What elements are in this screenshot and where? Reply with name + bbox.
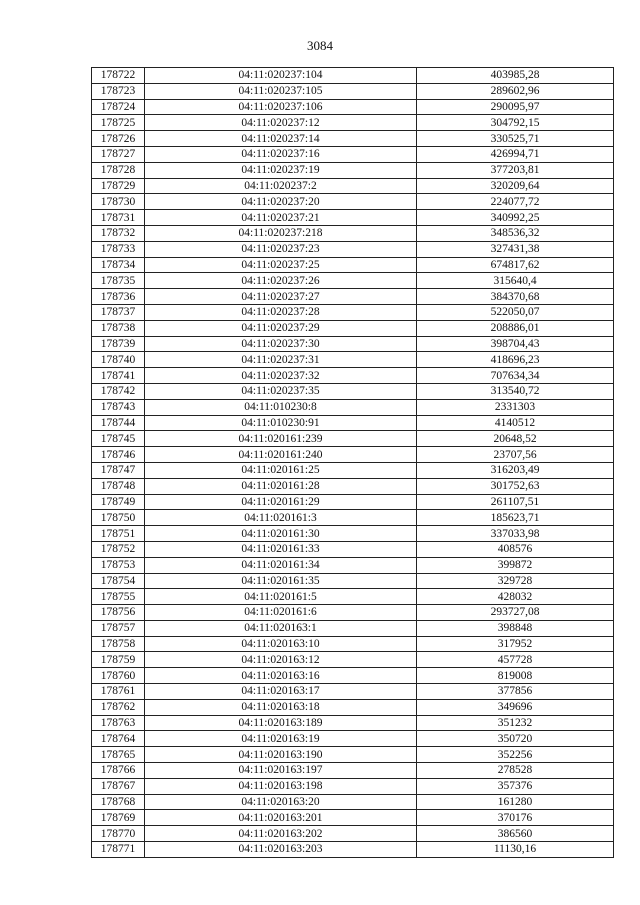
row-number-cell: 178753 — [92, 557, 145, 573]
row-number-cell: 178746 — [92, 447, 145, 463]
table-row — [92, 526, 614, 542]
cadastral-number-cell: 04:11:020161:5 — [145, 589, 417, 605]
table-row — [92, 778, 614, 794]
table-row — [92, 684, 614, 700]
cadastral-value-cell: 351232 — [417, 715, 614, 731]
cadastral-value-cell: 289602,96 — [417, 83, 614, 99]
cadastral-value-cell: 2331303 — [417, 399, 614, 415]
row-number-cell: 178758 — [92, 636, 145, 652]
cadastral-number-cell: 04:11:020163:10 — [145, 636, 417, 652]
table-row — [92, 636, 614, 652]
cadastral-number-cell: 04:11:020163:198 — [145, 778, 417, 794]
cadastral-number-cell: 04:11:020161:3 — [145, 510, 417, 526]
cadastral-value-cell: 301752,63 — [417, 478, 614, 494]
table-body — [92, 68, 614, 858]
cadastral-number-cell: 04:11:020237:105 — [145, 83, 417, 99]
cadastral-value-table — [91, 67, 614, 858]
cadastral-number-cell: 04:11:020161:35 — [145, 573, 417, 589]
cadastral-number-cell: 04:11:020163:203 — [145, 842, 417, 858]
table-row — [92, 320, 614, 336]
cadastral-number-cell: 04:11:020237:16 — [145, 146, 417, 162]
cadastral-value-cell: 398704,43 — [417, 336, 614, 352]
row-number-cell: 178737 — [92, 304, 145, 320]
cadastral-value-cell: 20648,52 — [417, 431, 614, 447]
table-row — [92, 605, 614, 621]
row-number-cell: 178728 — [92, 162, 145, 178]
row-number-cell: 178738 — [92, 320, 145, 336]
table-row — [92, 494, 614, 510]
cadastral-value-cell: 261107,51 — [417, 494, 614, 510]
cadastral-value-cell: 403985,28 — [417, 68, 614, 84]
cadastral-number-cell: 04:11:020161:28 — [145, 478, 417, 494]
cadastral-value-cell: 4140512 — [417, 415, 614, 431]
cadastral-number-cell: 04:11:020237:2 — [145, 178, 417, 194]
cadastral-number-cell: 04:11:020163:197 — [145, 763, 417, 779]
row-number-cell: 178759 — [92, 652, 145, 668]
row-number-cell: 178752 — [92, 541, 145, 557]
row-number-cell: 178766 — [92, 763, 145, 779]
cadastral-number-cell: 04:11:020237:104 — [145, 68, 417, 84]
cadastral-value-cell: 418696,23 — [417, 352, 614, 368]
table-row — [92, 289, 614, 305]
table-row — [92, 368, 614, 384]
cadastral-value-cell: 408576 — [417, 541, 614, 557]
cadastral-number-cell: 04:11:020163:190 — [145, 747, 417, 763]
row-number-cell: 178733 — [92, 241, 145, 257]
table-row — [92, 668, 614, 684]
cadastral-number-cell: 04:11:020161:33 — [145, 541, 417, 557]
table-row — [92, 763, 614, 779]
cadastral-value-cell: 278528 — [417, 763, 614, 779]
cadastral-number-cell: 04:11:020237:12 — [145, 115, 417, 131]
cadastral-value-cell: 340992,25 — [417, 210, 614, 226]
row-number-cell: 178749 — [92, 494, 145, 510]
row-number-cell: 178768 — [92, 794, 145, 810]
table-row — [92, 431, 614, 447]
cadastral-value-cell: 386560 — [417, 826, 614, 842]
cadastral-value-cell: 384370,68 — [417, 289, 614, 305]
row-number-cell: 178755 — [92, 589, 145, 605]
page-number: 3084 — [307, 38, 333, 53]
table-row — [92, 620, 614, 636]
cadastral-number-cell: 04:11:020237:106 — [145, 99, 417, 115]
cadastral-value-cell: 330525,71 — [417, 131, 614, 147]
table-row — [92, 557, 614, 573]
cadastral-value-cell: 428032 — [417, 589, 614, 605]
cadastral-number-cell: 04:11:010230:8 — [145, 399, 417, 415]
cadastral-value-cell: 337033,98 — [417, 526, 614, 542]
table-row — [92, 447, 614, 463]
cadastral-value-cell: 349696 — [417, 699, 614, 715]
table-row — [92, 715, 614, 731]
row-number-cell: 178756 — [92, 605, 145, 621]
row-number-cell: 178725 — [92, 115, 145, 131]
table-row — [92, 241, 614, 257]
row-number-cell: 178743 — [92, 399, 145, 415]
table-row — [92, 826, 614, 842]
cadastral-number-cell: 04:11:020163:189 — [145, 715, 417, 731]
cadastral-value-cell: 348536,32 — [417, 225, 614, 241]
cadastral-number-cell: 04:11:020161:6 — [145, 605, 417, 621]
cadastral-number-cell: 04:11:020237:20 — [145, 194, 417, 210]
table-row — [92, 747, 614, 763]
cadastral-value-cell: 522050,07 — [417, 304, 614, 320]
row-number-cell: 178739 — [92, 336, 145, 352]
row-number-cell: 178732 — [92, 225, 145, 241]
table-row — [92, 699, 614, 715]
cadastral-number-cell: 04:11:020163:18 — [145, 699, 417, 715]
cadastral-value-cell: 290095,97 — [417, 99, 614, 115]
table-row — [92, 842, 614, 858]
cadastral-value-cell: 304792,15 — [417, 115, 614, 131]
table-row — [92, 225, 614, 241]
cadastral-number-cell: 04:11:020161:30 — [145, 526, 417, 542]
cadastral-value-cell: 357376 — [417, 778, 614, 794]
cadastral-value-cell: 377203,81 — [417, 162, 614, 178]
cadastral-number-cell: 04:11:020161:239 — [145, 431, 417, 447]
row-number-cell: 178750 — [92, 510, 145, 526]
row-number-cell: 178734 — [92, 257, 145, 273]
cadastral-value-cell: 224077,72 — [417, 194, 614, 210]
cadastral-value-cell: 313540,72 — [417, 383, 614, 399]
table-row — [92, 573, 614, 589]
row-number-cell: 178769 — [92, 810, 145, 826]
cadastral-number-cell: 04:11:020161:34 — [145, 557, 417, 573]
row-number-cell: 178765 — [92, 747, 145, 763]
row-number-cell: 178771 — [92, 842, 145, 858]
cadastral-value-cell: 329728 — [417, 573, 614, 589]
table-row — [92, 257, 614, 273]
row-number-cell: 178723 — [92, 83, 145, 99]
row-number-cell: 178722 — [92, 68, 145, 84]
table-row — [92, 510, 614, 526]
cadastral-value-cell: 707634,34 — [417, 368, 614, 384]
cadastral-number-cell: 04:11:020237:19 — [145, 162, 417, 178]
cadastral-value-cell: 316203,49 — [417, 462, 614, 478]
table-row — [92, 210, 614, 226]
table-row — [92, 462, 614, 478]
table-row — [92, 478, 614, 494]
cadastral-value-cell: 11130,16 — [417, 842, 614, 858]
cadastral-number-cell: 04:11:020163:16 — [145, 668, 417, 684]
table-row — [92, 810, 614, 826]
table-row — [92, 352, 614, 368]
row-number-cell: 178762 — [92, 699, 145, 715]
row-number-cell: 178731 — [92, 210, 145, 226]
table-row — [92, 146, 614, 162]
table-row — [92, 273, 614, 289]
cadastral-number-cell: 04:11:020237:218 — [145, 225, 417, 241]
cadastral-value-cell: 674817,62 — [417, 257, 614, 273]
cadastral-number-cell: 04:11:020237:30 — [145, 336, 417, 352]
cadastral-value-cell: 320209,64 — [417, 178, 614, 194]
cadastral-number-cell: 04:11:020237:21 — [145, 210, 417, 226]
cadastral-number-cell: 04:11:020237:23 — [145, 241, 417, 257]
cadastral-number-cell: 04:11:020161:240 — [145, 447, 417, 463]
cadastral-value-cell: 185623,71 — [417, 510, 614, 526]
cadastral-value-cell: 370176 — [417, 810, 614, 826]
cadastral-value-cell: 208886,01 — [417, 320, 614, 336]
table-row — [92, 794, 614, 810]
cadastral-number-cell: 04:11:020163:1 — [145, 620, 417, 636]
table-row — [92, 415, 614, 431]
table-row — [92, 383, 614, 399]
cadastral-value-cell: 327431,38 — [417, 241, 614, 257]
cadastral-value-cell: 23707,56 — [417, 447, 614, 463]
cadastral-value-cell: 350720 — [417, 731, 614, 747]
cadastral-number-cell: 04:11:020237:29 — [145, 320, 417, 336]
table-row — [92, 115, 614, 131]
table-row — [92, 68, 614, 84]
cadastral-number-cell: 04:11:020163:20 — [145, 794, 417, 810]
row-number-cell: 178730 — [92, 194, 145, 210]
cadastral-value-cell: 377856 — [417, 684, 614, 700]
cadastral-number-cell: 04:11:020237:31 — [145, 352, 417, 368]
cadastral-number-cell: 04:11:020161:29 — [145, 494, 417, 510]
row-number-cell: 178764 — [92, 731, 145, 747]
cadastral-value-cell: 819008 — [417, 668, 614, 684]
table-row — [92, 589, 614, 605]
table-row — [92, 304, 614, 320]
cadastral-number-cell: 04:11:020237:25 — [145, 257, 417, 273]
cadastral-value-cell: 317952 — [417, 636, 614, 652]
row-number-cell: 178744 — [92, 415, 145, 431]
cadastral-value-cell: 398848 — [417, 620, 614, 636]
cadastral-number-cell: 04:11:020237:32 — [145, 368, 417, 384]
cadastral-number-cell: 04:11:020163:202 — [145, 826, 417, 842]
table-row — [92, 652, 614, 668]
cadastral-value-cell: 457728 — [417, 652, 614, 668]
cadastral-number-cell: 04:11:020237:28 — [145, 304, 417, 320]
table-row — [92, 99, 614, 115]
row-number-cell: 178726 — [92, 131, 145, 147]
row-number-cell: 178760 — [92, 668, 145, 684]
row-number-cell: 178748 — [92, 478, 145, 494]
row-number-cell: 178757 — [92, 620, 145, 636]
table-row — [92, 178, 614, 194]
cadastral-number-cell: 04:11:020237:14 — [145, 131, 417, 147]
row-number-cell: 178736 — [92, 289, 145, 305]
cadastral-number-cell: 04:11:020237:26 — [145, 273, 417, 289]
cadastral-number-cell: 04:11:020237:35 — [145, 383, 417, 399]
table-row — [92, 194, 614, 210]
row-number-cell: 178740 — [92, 352, 145, 368]
row-number-cell: 178724 — [92, 99, 145, 115]
cadastral-number-cell: 04:11:020163:201 — [145, 810, 417, 826]
row-number-cell: 178727 — [92, 146, 145, 162]
row-number-cell: 178763 — [92, 715, 145, 731]
row-number-cell: 178770 — [92, 826, 145, 842]
table-row — [92, 131, 614, 147]
table-row — [92, 83, 614, 99]
row-number-cell: 178742 — [92, 383, 145, 399]
cadastral-number-cell: 04:11:020163:19 — [145, 731, 417, 747]
cadastral-number-cell: 04:11:020237:27 — [145, 289, 417, 305]
cadastral-value-cell: 399872 — [417, 557, 614, 573]
table-row — [92, 399, 614, 415]
table-row — [92, 731, 614, 747]
row-number-cell: 178745 — [92, 431, 145, 447]
row-number-cell: 178741 — [92, 368, 145, 384]
table-row — [92, 336, 614, 352]
cadastral-number-cell: 04:11:020161:25 — [145, 462, 417, 478]
row-number-cell: 178729 — [92, 178, 145, 194]
table-row — [92, 162, 614, 178]
row-number-cell: 178754 — [92, 573, 145, 589]
cadastral-value-cell: 161280 — [417, 794, 614, 810]
row-number-cell: 178747 — [92, 462, 145, 478]
cadastral-number-cell: 04:11:020163:17 — [145, 684, 417, 700]
cadastral-number-cell: 04:11:010230:91 — [145, 415, 417, 431]
row-number-cell: 178735 — [92, 273, 145, 289]
cadastral-value-cell: 426994,71 — [417, 146, 614, 162]
row-number-cell: 178751 — [92, 526, 145, 542]
cadastral-value-cell: 293727,08 — [417, 605, 614, 621]
cadastral-value-cell: 315640,4 — [417, 273, 614, 289]
row-number-cell: 178767 — [92, 778, 145, 794]
table-row — [92, 541, 614, 557]
cadastral-number-cell: 04:11:020163:12 — [145, 652, 417, 668]
cadastral-value-cell: 352256 — [417, 747, 614, 763]
row-number-cell: 178761 — [92, 684, 145, 700]
